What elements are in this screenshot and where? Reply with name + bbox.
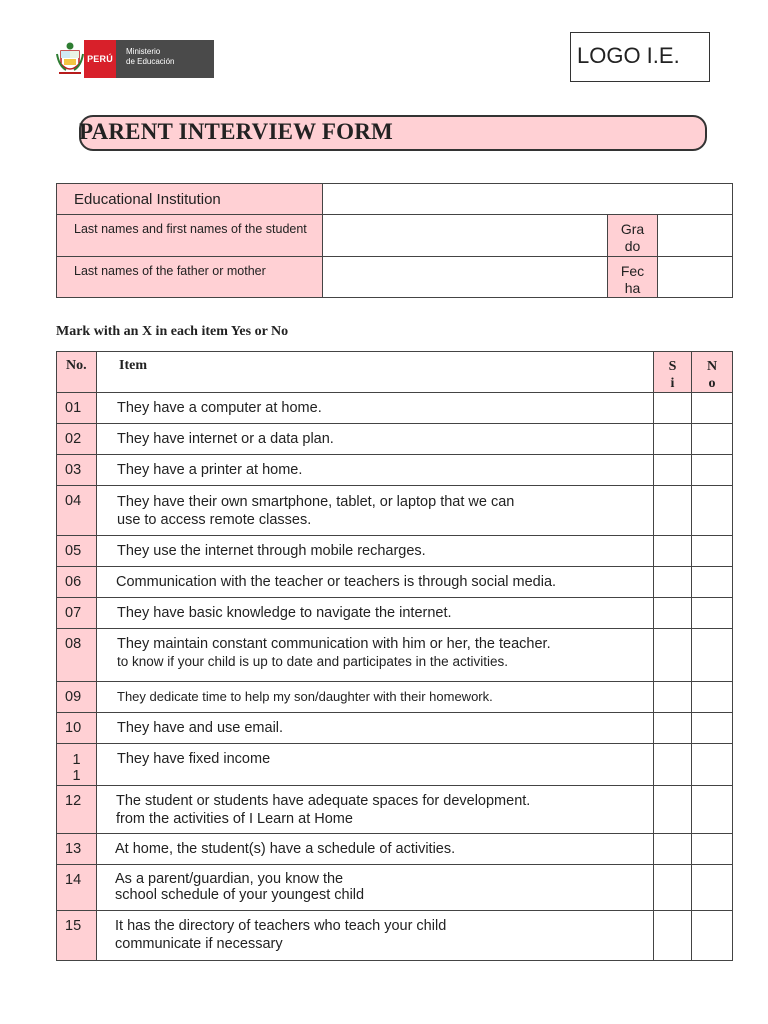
no-checkbox[interactable]	[692, 455, 733, 486]
checklist-table	[56, 351, 733, 961]
no-checkbox[interactable]	[692, 393, 733, 424]
row-item-line-2: use to access remote classes.	[117, 512, 312, 528]
row-item	[97, 682, 654, 713]
form-title-banner	[79, 115, 707, 151]
row-item-line-1: It has the directory of teachers who teach your child	[115, 918, 447, 934]
no-header-line-1: N	[706, 359, 718, 374]
institution-field[interactable]	[323, 184, 733, 215]
table-row	[57, 567, 733, 598]
row-number: 14	[57, 865, 97, 911]
yes-checkbox[interactable]	[654, 455, 692, 486]
row-item-line-1: They have fixed income	[117, 751, 271, 767]
ministry-name	[116, 40, 214, 78]
student-name-label: Last names and first names of the student	[57, 215, 323, 257]
student-info-table	[56, 183, 733, 298]
row-item	[97, 536, 654, 567]
table-row	[57, 744, 733, 786]
date-label-line-1: Fec	[620, 263, 645, 279]
row-number: 13	[57, 834, 97, 865]
row-item	[97, 744, 654, 786]
row-item	[97, 834, 654, 865]
yes-checkbox[interactable]	[654, 834, 692, 865]
row-item-line-1: They have basic knowledge to navigate the internet.	[117, 605, 452, 621]
yes-checkbox[interactable]	[654, 682, 692, 713]
row-item	[97, 865, 654, 911]
column-header-number: No.	[57, 352, 97, 393]
yes-header-line-2: i	[670, 376, 675, 391]
row-item	[97, 424, 654, 455]
row-number: 08	[57, 629, 97, 682]
no-checkbox[interactable]	[692, 424, 733, 455]
row-item-line-2: communicate if necessary	[115, 936, 283, 952]
yes-checkbox[interactable]	[654, 393, 692, 424]
grade-label-line-1: Gra	[620, 221, 645, 237]
row-number: 12	[57, 786, 97, 834]
no-checkbox[interactable]	[692, 834, 733, 865]
row-item-line-1: They have a printer at home.	[117, 462, 303, 478]
row-item-line-1: They maintain constant communication with him or her, the teacher.	[117, 636, 551, 652]
no-checkbox[interactable]	[692, 629, 733, 682]
no-checkbox[interactable]	[692, 536, 733, 567]
row-number: 04	[57, 486, 97, 536]
coat-of-arms-icon	[56, 40, 84, 78]
row-number: 03	[57, 455, 97, 486]
no-checkbox[interactable]	[692, 682, 733, 713]
table-row	[57, 786, 733, 834]
no-checkbox[interactable]	[692, 786, 733, 834]
row-number: 15	[57, 911, 97, 961]
no-checkbox[interactable]	[692, 713, 733, 744]
no-checkbox[interactable]	[692, 865, 733, 911]
yes-checkbox[interactable]	[654, 744, 692, 786]
date-label	[608, 257, 658, 298]
row-number-line-2: 1	[72, 768, 81, 784]
form-title: PARENT INTERVIEW FORM	[79, 119, 393, 144]
row-number: 02	[57, 424, 97, 455]
grade-label-line-2: do	[624, 238, 641, 254]
yes-checkbox[interactable]	[654, 486, 692, 536]
country-label: PERÚ	[84, 40, 116, 78]
yes-checkbox[interactable]	[654, 567, 692, 598]
row-number-line-1: 1	[72, 752, 81, 768]
row-number: 01	[57, 393, 97, 424]
row-item-line-1: They use the internet through mobile recharges.	[117, 543, 426, 559]
row-item-line-1: Communication with the teacher or teachers is through social media.	[116, 574, 557, 590]
no-checkbox[interactable]	[692, 598, 733, 629]
table-row	[57, 834, 733, 865]
row-item	[97, 786, 654, 834]
ministry-line-2: de Educación	[126, 57, 175, 66]
row-number: 06	[57, 567, 97, 598]
table-row	[57, 629, 733, 682]
ministry-line-1: Ministerio	[126, 47, 161, 56]
school-logo-placeholder: LOGO I.E.	[570, 32, 710, 82]
date-field[interactable]	[658, 257, 733, 298]
yes-checkbox[interactable]	[654, 911, 692, 961]
row-item-line-1: They have a computer at home.	[117, 400, 322, 416]
row-item-line-1: They have their own smartphone, tablet, or laptop that we can	[117, 494, 515, 510]
yes-header-line-1: S	[668, 359, 677, 374]
table-row	[57, 911, 733, 961]
row-item-line-1: They have and use email.	[117, 720, 284, 736]
parent-name-label: Last names of the father or mother	[57, 257, 323, 298]
student-name-field[interactable]	[323, 215, 608, 257]
ministry-logo	[56, 40, 214, 78]
row-item-line-1: As a parent/guardian, you know the	[115, 871, 344, 887]
column-header-item: Item	[97, 352, 654, 393]
institution-label: Educational Institution	[57, 184, 323, 215]
table-row	[57, 455, 733, 486]
row-number: 05	[57, 536, 97, 567]
yes-checkbox[interactable]	[654, 536, 692, 567]
row-item-line-2: to know if your child is up to date and participates in the activities.	[117, 654, 508, 669]
row-item	[97, 567, 654, 598]
no-checkbox[interactable]	[692, 486, 733, 536]
no-checkbox[interactable]	[692, 567, 733, 598]
row-item	[97, 911, 654, 961]
row-item-line-2: from the activities of I Learn at Home	[116, 811, 353, 827]
row-item-line-1: At home, the student(s) have a schedule of activities.	[115, 841, 456, 857]
parent-name-field[interactable]	[323, 257, 608, 298]
table-row	[57, 424, 733, 455]
row-item-line-1: The student or students have adequate spaces for development.	[116, 793, 531, 809]
yes-checkbox[interactable]	[654, 629, 692, 682]
row-item-line-1: They dedicate time to help my son/daughter with their homework.	[117, 689, 493, 704]
table-row	[57, 393, 733, 424]
row-item	[97, 713, 654, 744]
grade-label	[608, 215, 658, 257]
row-item	[97, 455, 654, 486]
row-number	[57, 744, 97, 786]
row-item	[97, 629, 654, 682]
no-header-line-2: o	[708, 376, 716, 391]
table-row	[57, 865, 733, 911]
grade-field[interactable]	[658, 215, 733, 257]
table-row	[57, 486, 733, 536]
date-label-line-2: ha	[624, 280, 641, 296]
no-checkbox[interactable]	[692, 744, 733, 786]
row-item	[97, 393, 654, 424]
instruction-text: Mark with an X in each item Yes or No	[56, 324, 289, 339]
yes-checkbox[interactable]	[654, 424, 692, 455]
table-row	[57, 598, 733, 629]
row-item	[97, 598, 654, 629]
column-header-yes	[654, 352, 692, 393]
table-row	[57, 713, 733, 744]
table-row	[57, 682, 733, 713]
row-item	[97, 486, 654, 536]
row-number: 07	[57, 598, 97, 629]
yes-checkbox[interactable]	[654, 786, 692, 834]
yes-checkbox[interactable]	[654, 713, 692, 744]
row-number: 09	[57, 682, 97, 713]
no-checkbox[interactable]	[692, 911, 733, 961]
yes-checkbox[interactable]	[654, 865, 692, 911]
table-row	[57, 536, 733, 567]
row-number: 10	[57, 713, 97, 744]
column-header-no	[692, 352, 733, 393]
row-item-line-2: school schedule of your youngest child	[115, 887, 365, 903]
yes-checkbox[interactable]	[654, 598, 692, 629]
row-item-line-1: They have internet or a data plan.	[117, 431, 334, 447]
